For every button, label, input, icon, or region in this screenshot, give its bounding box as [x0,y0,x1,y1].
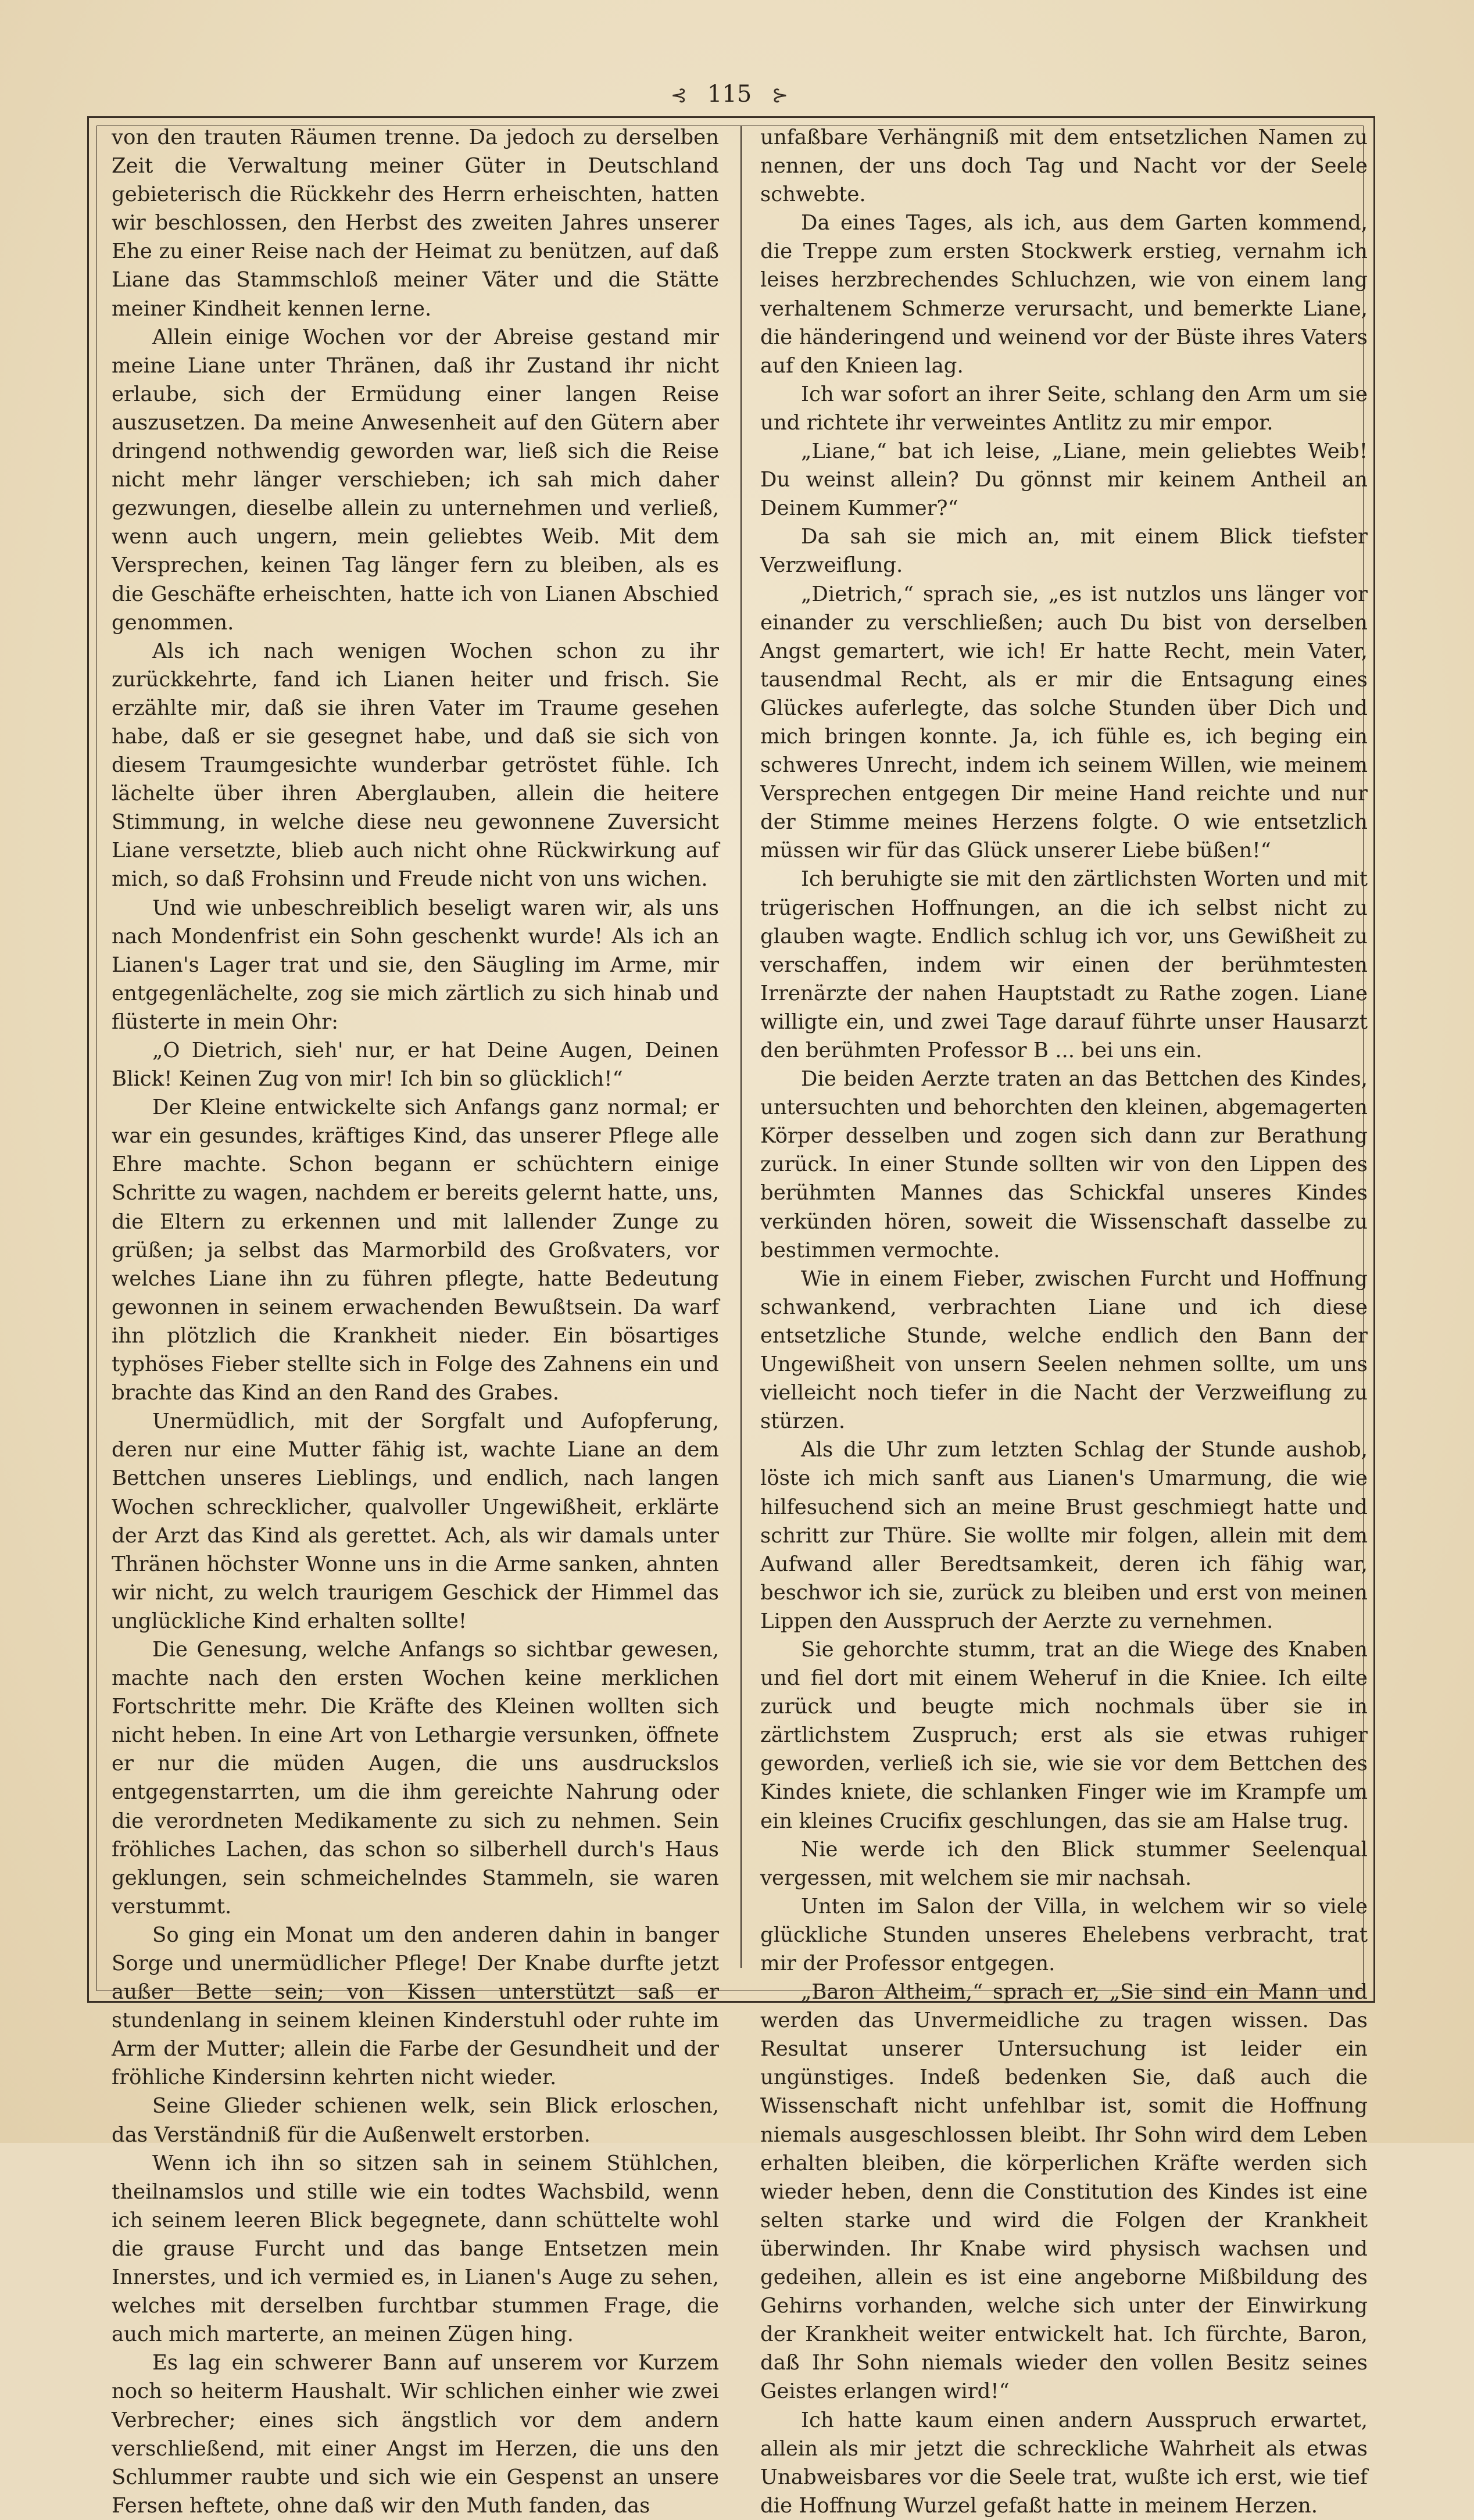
paragraph: Die beiden Aerzte traten an das Bettchen des Kindes, untersuchten und behorchten den kleinen, abgemagerten Körper desselben und zogen sich dann zur Berathung zurück. In einer Stunde sollten wir von den Lippen des berühmten Mannes das Schickfal unseres Kindes verkünden hören, soweit die Wissenschaft dasselbe zu bestimmen vermochte. [760,1067,1368,1262]
paragraph: unfaßbare Verhängniß mit dem entsetzlichen Namen zu nennen, der uns doch Tag und Nacht vor der Seele schwebte. [760,126,1368,207]
paragraph: Sie gehorchte stumm, trat an die Wiege des Knaben und fiel dort mit einem Weheruf in die Kniee. Ich eilte zurück und beugte mich nochmals über sie in zärtlichstem Zuspruch; erst als sie etwas ruhiger geworden, verließ ich sie, wie sie vor dem Bettchen des Kindes kniete, die schlanken Finger wie im Krampfe um ein kleines Crucifix geschlungen, das sie am Halse trug. [760,1637,1368,1833]
paragraph: Ich war sofort an ihrer Seite, schlang den Arm um sie und richtete ihr verweintes Antlitz zu mir empor. [760,382,1368,435]
paragraph: „Baron Altheim,“ sprach er, „Sie sind ein Mann und werden das Unvermeidliche zu tragen wissen. Das Resultat unserer Untersuchung ist leider ein ungünstiges. Indeß bedenken Sie, daß auch die Wissenschaft nicht unfehlbar ist, somit die Hoffnung niemals ausgeschlossen bleibt. Ihr Sohn wird dem Leben erhalten bleiben, die körperlichen Kräfte werden sich wieder heben, denn die Constitution des Kindes ist eine selten starke und wird die Folgen der Krankheit überwinden. Ihr Knabe wird physisch wachsen und gedeihen, allein es ist eine angeborne Mißbildung des Gehirns vorhanden, welche sich unter der Einwirkung der Krankheit weiter entwickelt hat. Ich fürchte, Baron, daß Ihr Sohn niemals wieder den vollen Besitz seines Geistes erlangen wird!“ [760,1980,1368,2404]
paragraph: Wie in einem Fieber, zwischen Furcht und Hoffnung schwankend, verbrachten Liane und ich diese entsetzliche Stunde, welche endlich den Bann der Ungewißheit von unsern Seelen nehmen sollte, um uns vielleicht noch tiefer in die Nacht der Verzweiflung zu stürzen. [760,1266,1368,1434]
page-number: 115 [707,81,752,108]
paragraph: Ich beruhigte sie mit den zärtlichsten Worten und mit trügerischen Hoffnungen, an die ich selbst nicht zu glauben wagte. Endlich schlug ich vor, uns Gewißheit zu verschaffen, indem wir einen der berühmtesten Irrenärzte der nahen Hauptstadt zu Rathe zogen. Liane willigte ein, und zwei Tage darauf führte unser Hausarzt den berühmten Professor B ... bei uns ein. [760,867,1368,1062]
paragraph: Als die Uhr zum letzten Schlag der Stunde aushob, löste ich mich sanft aus Lianen's Umarmung, die wie hilfesuchend sich an meine Brust geschmiegt hatte und schritt zur Thüre. Sie wollte mir folgen, allein mit dem Aufwand aller Beredtsamkeit, deren ich fähig war, beschwor ich sie, zurück zu bleiben und erst von meinen Lippen den Ausspruch der Aerzte zu vernehmen. [760,1438,1368,1633]
paragraph: Unten im Salon der Villa, in welchem wir so viele glückliche Stunden unseres Ehelebens verbracht, trat mir der Professor entgegen. [760,1894,1368,1975]
left-column [112,123,719,2518]
paragraph: Allein einige Wochen vor der Abreise gestand mir meine Liane unter Thränen, daß ihr Zustand ihr nicht erlaube, sich der Ermüdung einer langen Reise auszusetzen. Da meine Anwesenheit auf den Gütern aber dringend nothwendig geworden war, ließ sich die Reise nicht mehr länger verschieben; ich sah mich daher gezwungen, dieselbe allein zu unternehmen und verließ, wenn auch ungern, mein geliebtes Weib. Mit dem Versprechen, keinen Tag länger fern zu bleiben, als es die Geschäfte erheischten, hatte ich von Lianen Abschied genommen. [112,325,719,635]
paragraph: Es lag ein schwerer Bann auf unserem vor Kurzem noch so heiterm Haushalt. Wir schlichen einher wie zwei Verbrecher; eines sich ängstlich vor dem andern verschließend, mit einer Angst im Herzen, die uns den Schlummer raubte und sich wie ein Gespenst an unsere Fersen heftete, ohne daß wir den Muth fanden, das [112,2351,719,2518]
paragraph: „Liane,“ bat ich leise, „Liane, mein geliebtes Weib! Du weinst allein? Du gönnst mir keinem Antheil an Deinem Kummer?“ [760,439,1368,521]
ornament-right-icon: ⊱ [771,84,789,107]
paragraph: „O Dietrich, sieh' nur, er hat Deine Augen, Deinen Blick! Keinen Zug von mir! Ich bin so glücklich!“ [112,1039,719,1091]
paragraph: Wenn ich ihn so sitzen sah in seinem Stühlchen, theilnamslos und stille wie ein todtes Wachsbild, wenn ich seinem leeren Blick begegnete, dann schüttelte wohl die grause Furcht und das bange Entsetzen mein Innerstes, und ich vermied es, in Lianen's Auge zu sehen, welches mit derselben furchtbar stummen Frage, die auch mich marterte, an meinen Zügen hing. [112,2151,719,2347]
paragraph: Als ich nach wenigen Wochen schon zu ihr zurückkehrte, fand ich Lianen heiter und frisch. Sie erzählte mir, daß sie ihren Vater im Traume gesehen habe, daß er sie gesegnet habe, und daß sie sich von diesem Traumgesichte wunderbar getröstet fühle. Ich lächelte über ihren Aberglauben, allein die heitere Stimmung, in welche diese neu gewonnene Zuversicht Liane versetzte, blieb auch nicht ohne Rückwirkung auf mich, so daß Frohsinn und Freude nicht von uns wichen. [112,639,719,892]
paragraph: Da eines Tages, als ich, aus dem Garten kommend, die Treppe zum ersten Stockwerk erstieg, vernahm ich leises herzbrechendes Schluchzen, wie von einem lang verhaltenem Schmerze verursacht, und bemerkte Liane, die händeringend und weinend vor der Büste ihres Vaters auf den Knieen lag. [760,211,1368,378]
ornament-left-icon: ⊰ [670,84,688,107]
paragraph: Und wie unbeschreiblich beseligt waren wir, als uns nach Mondenfrist ein Sohn geschenkt wurde! Als ich an Lianen's Lager trat und sie, den Säugling im Arme, mir entgegenlächelte, zog sie mich zärtlich zu sich hinab und flüsterte in mein Ohr: [112,896,719,1034]
paragraph: Seine Glieder schienen welk, sein Blick erloschen, das Verständniß für die Außenwelt erstorben. [112,2094,719,2147]
paragraph: So ging ein Monat um den anderen dahin in banger Sorge und unermüdlicher Pflege! Der Knabe durfte jetzt außer Bette sein; von Kissen unterstützt saß er stundenlang in seinem kleinen Kinderstuhl oder ruhte im Arm der Mutter; allein die Farbe der Gesundheit und der fröhliche Kindersinn kehrten nicht wieder. [112,1923,719,2090]
page-header [96,77,1362,112]
paragraph: Unermüdlich, mit der Sorgfalt und Aufopferung, deren nur eine Mutter fähig ist, wachte Liane an dem Bettchen unseres Lieblings, und endlich, nach langen Wochen schrecklicher, qualvoller Ungewißheit, erklärte der Arzt das Kind als gerettet. Ach, als wir damals unter Thränen höchster Wonne uns in die Arme sanken, ahnten wir nicht, zu welch traurigem Geschick der Himmel das unglückliche Kind erhalten sollte! [112,1409,719,1633]
right-column [760,123,1368,2518]
paragraph: Nie werde ich den Blick stummer Seelenqual vergessen, mit welchem sie mir nachsah. [760,1837,1368,1890]
paragraph: Da sah sie mich an, mit einem Blick tiefster Verzweiflung. [760,525,1368,578]
paragraph: „Dietrich,“ sprach sie, „es ist nutzlos uns länger vor einander zu verschließen; auch Du bist von derselben Angst gemartert, wie ich! Er hatte Recht, mein Vater, tausendmal Recht, als er mir die Entsagung eines Glückes auferlegte, das solche Stunden über Dich und mich bringen konnte. Ja, ich fühle es, ich beging ein schweres Unrecht, indem ich seinem Willen, wie meinem Versprechen entgegen Dir meine Hand reichte und nur der Stimme meines Herzens folgte. O wie entsetzlich müssen wir für das Glück unserer Liebe büßen!“ [760,582,1368,863]
paragraph: von den trauten Räumen trenne. Da jedoch zu derselben Zeit die Verwaltung meiner Güter in Deutschland gebieterisch die Rückkehr des Herrn erheischten, hatten wir beschlossen, den Herbst des zweiten Jahres unserer Ehe zu einer Reise nach der Heimat zu benützen, auf daß Liane das Stammschloß meiner Väter und die Stätte meiner Kindheit kennen lerne. [112,126,719,321]
paragraph: Die Genesung, welche Anfangs so sichtbar gewesen, machte nach den ersten Wochen keine merklichen Fortschritte mehr. Die Kräfte des Kleinen wollten sich nicht heben. In eine Art von Lethargie versunken, öffnete er nur die müden Augen, die uns ausdruckslos entgegenstarrten, um die ihm gereichte Nahrung oder die verordneten Medikamente zu sich zu nehmen. Sein fröhliches Lachen, das schon so silberhell durch's Haus geklungen, sein schmeichelndes Stammeln, sie waren verstummt. [112,1637,719,1918]
column-divider [740,126,742,1968]
paragraph: Ich hatte kaum einen andern Ausspruch erwartet, allein als mir jetzt die schreckliche Wahrheit als etwas Unabweisbares vor die Seele trat, wußte ich erst, wie tief die Hoffnung Wurzel gefaßt hatte in meinem Herzen. [760,2408,1368,2518]
paragraph: Der Kleine entwickelte sich Anfangs ganz normal; er war ein gesundes, kräftiges Kind, das unserer Pflege alle Ehre machte. Schon begann er schüchtern einige Schritte zu wagen, nachdem er bereits gelernt hatte, uns, die Eltern zu erkennen und mit lallender Zunge zu grüßen; ja selbst das Marmorbild des Großvaters, vor welches Liane ihn zu führen pflegte, hatte Bedeutung gewonnen in seinem erwachenden Bewußtsein. Da warf ihn plötzlich die Krankheit nieder. Ein bösartiges typhöses Fieber stellte sich in Folge des Zahnens ein und brachte das Kind an den Rand des Grabes. [112,1096,719,1405]
